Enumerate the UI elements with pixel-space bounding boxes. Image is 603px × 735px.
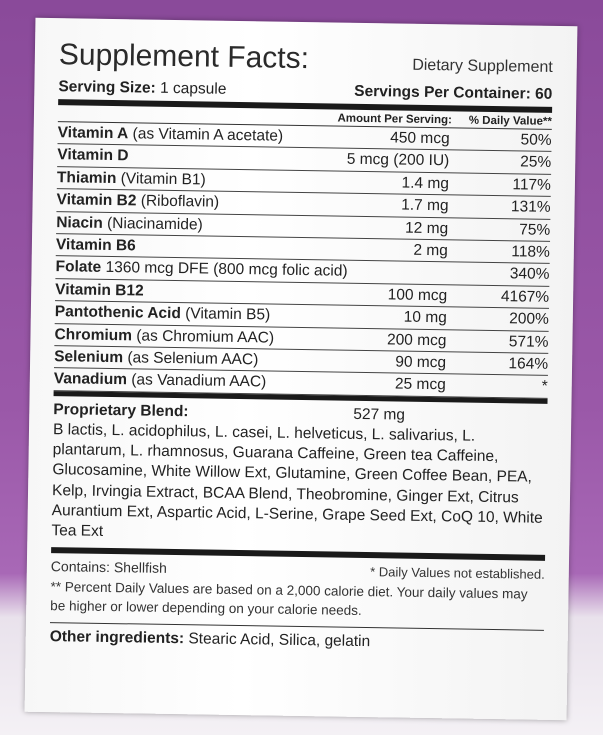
label-subtitle: Dietary Supplement <box>412 56 553 76</box>
nutrient-daily-value: 131% <box>510 198 551 217</box>
nutrient-name: Thiamin (Vitamin B1) <box>56 168 206 189</box>
nutrient-daily-value: 164% <box>508 355 549 373</box>
other-ingredients <box>50 628 544 654</box>
nutrient-name: Vanadium (as Vanadium AAC) <box>53 370 267 391</box>
nutrient-name: Niacin (Niacinamide) <box>56 213 203 233</box>
nutrient-amount: 2 mg <box>413 241 449 260</box>
nutrient-daily-value: 118% <box>511 243 550 261</box>
nutrient-daily-value: 571% <box>508 332 549 351</box>
nutrient-name: Folate 1360 mcg DFE (800 mcg folic acid) <box>55 258 348 281</box>
nutrient-daily-value: 340% <box>509 265 550 284</box>
other-ingredients-value: Stearic Acid, Silica, gelatin <box>188 629 371 650</box>
dv-column-header: % Daily Value** <box>468 114 553 128</box>
nutrient-daily-value: * <box>541 378 548 396</box>
nutrient-name: Vitamin B2 (Riboflavin) <box>56 191 220 211</box>
footnotes <box>50 557 545 623</box>
nutrient-name: Pantothenic Acid (Vitamin B5) <box>54 303 271 324</box>
nutrient-amount <box>348 276 477 278</box>
nutrient-amount: 450 mcg <box>390 129 450 148</box>
nutrient-name: Vitamin D <box>57 146 129 165</box>
nutrient-amount: 200 mcg <box>386 330 447 349</box>
contains-note: Contains: Shellfish <box>50 558 167 577</box>
nutrient-name: Selenium (as Selenium AAC) <box>54 348 259 369</box>
nutrient-name: Vitamin A (as Vitamin A acetate) <box>57 124 284 145</box>
supplement-label-panel <box>25 18 578 720</box>
nutrient-amount: 1.7 mg <box>401 196 449 215</box>
dv-not-established-note: * Daily Values not established. <box>370 564 545 582</box>
nutrient-amount: 1.4 mg <box>401 174 450 193</box>
other-ingredients-label: Other ingredients: <box>49 627 185 647</box>
nutrient-daily-value: 4167% <box>500 287 550 306</box>
serving-size: Serving Size: 1 capsule <box>58 78 227 98</box>
label-header <box>59 38 553 80</box>
nutrient-amount: 5 mcg (200 IU) <box>346 151 450 170</box>
nutrient-name: Vitamin B6 <box>55 236 136 255</box>
nutrient-amount: 12 mg <box>405 219 449 237</box>
nutrient-daily-value: 25% <box>520 153 552 172</box>
nutrient-name: Vitamin B12 <box>55 280 144 300</box>
nutrient-daily-value: 50% <box>520 131 552 149</box>
nutrient-amount: 90 mcg <box>395 353 447 372</box>
percent-dv-note: ** Percent Daily Values are based on a 2,000 calorie diet. Your daily values may be higher or lower depending on your calorie needs. <box>50 578 528 619</box>
nutrient-daily-value: 117% <box>512 176 552 194</box>
nutrient-amount: 25 mcg <box>394 375 446 394</box>
nutrient-daily-value: 75% <box>519 220 551 239</box>
nutrient-amount: 100 mcg <box>387 286 448 305</box>
blend-label: Proprietary Blend: <box>53 400 189 420</box>
nutrient-name: Chromium (as Chromium AAC) <box>54 325 275 347</box>
servings-per-container: Servings Per Container: 60 <box>354 82 553 103</box>
blend-amount: 527 mg <box>353 405 406 424</box>
label-title: Supplement Facts: <box>58 38 310 76</box>
nutrient-amount: 10 mg <box>403 308 447 327</box>
blend-ingredients: B lactis, L. acidophilus, L. casei, L. helveticus, L. salivarius, L. plantarum, L. rhamnosus, Guarana Caffeine, Green tea Caffeine, Glucosamine, White Willow Ext, Glutamine, Green Coffee Bean, PEA, Kelp, Irvingia Extract, BCAA Blend, Theobromine, Ginger Ext, Citrus Aurantium Ext, Aspartic Acid, L-Serine, Grape Seed Ext, CoQ 10, White Tea Ext <box>51 421 543 540</box>
supplement-facts-label <box>50 38 553 653</box>
proprietary-blend <box>51 400 547 549</box>
nutrient-daily-value: 200% <box>509 310 549 329</box>
amount-column-header: Amount Per Serving: <box>337 112 453 127</box>
nutrient-table <box>54 122 552 398</box>
